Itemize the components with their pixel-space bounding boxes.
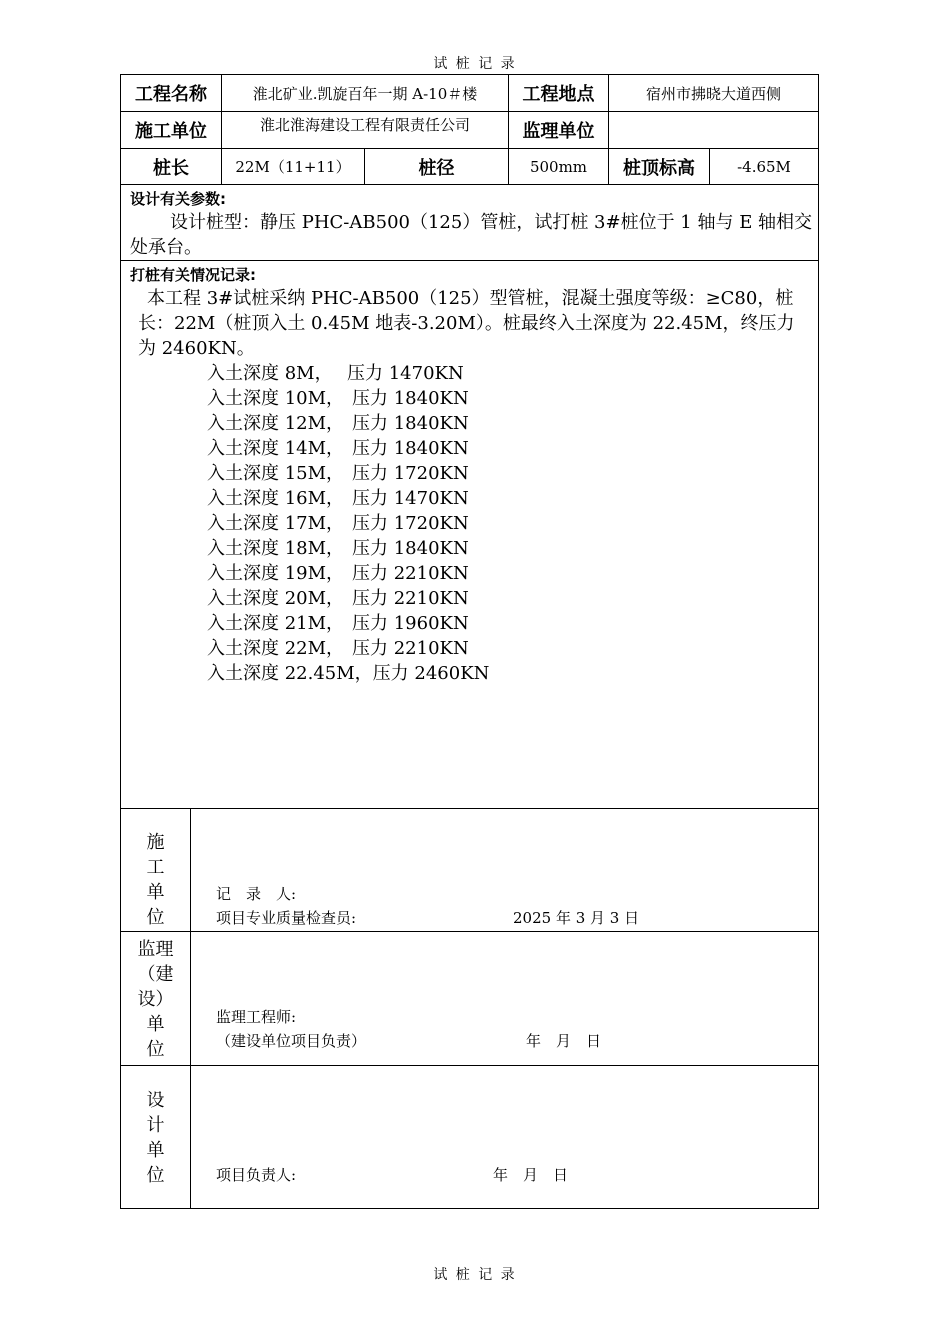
design-line-2: 处承台。 (130, 237, 202, 258)
project-name-label: 工程名称 (135, 84, 207, 105)
record-line-3: 为 2460KN。 (138, 338, 255, 359)
label-char: 设） (137, 989, 174, 1010)
supervisor-sign-label (121, 932, 190, 1065)
contractor-label: 施工单位 (135, 121, 207, 142)
project-location-value: 宿州市拂晓大道西侧 (645, 84, 781, 103)
record-line-2: 长：22M（桩顶入土 0.45M 地表-3.20M）。桩最终入土深度为 22.45M，终压力 (138, 313, 795, 334)
label-char: 计 (146, 1115, 165, 1136)
depth-entry: 入土深度 20M， (207, 588, 345, 609)
supervising-engineer-label: 监理工程师: (216, 1008, 297, 1026)
label-char: 单 (146, 1014, 165, 1035)
design-date: 年 月 日 (493, 1166, 569, 1184)
depth-entry: 入土深度 22M， (207, 638, 345, 659)
label-char: 位 (146, 907, 165, 928)
pile-diameter-label: 桩径 (418, 157, 455, 179)
depth-entry: 入土深度 16M， (207, 488, 345, 509)
depth-entry: 入土深度 15M， (207, 463, 345, 484)
label-char: 单 (146, 882, 165, 903)
depth-entry: 入土深度 8M， (207, 363, 333, 384)
final-depth-entry: 入土深度 22.45M，压力 2460KN (207, 663, 490, 684)
contractor-sign-label (121, 809, 190, 931)
quality-inspector-label: 项目专业质量检查员: (216, 909, 357, 927)
depth-entry: 入土深度 10M， (207, 388, 345, 409)
record-title: 打桩有关情况记录: (130, 266, 256, 284)
depth-entry: 入土深度 18M， (207, 538, 345, 559)
depth-entry: 入土深度 17M， (207, 513, 345, 534)
page-header: 试 桩 记 录 (433, 56, 517, 72)
design-line-1: 设计桩型：静压 PHC-AB500（125）管桩，试打桩 3#桩位于 1 轴与 E 轴相交 (170, 212, 813, 233)
label-char: 工 (146, 857, 165, 878)
depth-entry: 入土深度 14M， (207, 438, 345, 459)
project-head-label: 项目负责人: (216, 1166, 297, 1184)
pressure-entry: 压力 1720KN (352, 513, 469, 534)
label-char: 监理 (137, 939, 174, 960)
recorder-label: 记 录 人: (216, 885, 297, 903)
owner-project-lead-label: （建设单位项目负责） (216, 1032, 367, 1050)
project-name-value: 淮北矿业.凯旋百年一期 A-10＃楼 (252, 84, 478, 103)
pressure-entry: 压力 1470KN (352, 488, 469, 509)
pressure-entry: 压力 1470KN (347, 363, 464, 384)
pile-top-value: -4.65M (737, 157, 791, 176)
pile-top-label: 桩顶标高 (623, 157, 695, 179)
pressure-entry: 压力 2210KN (352, 638, 469, 659)
design-title: 设计有关参数: (130, 190, 226, 208)
pressure-entry: 压力 1960KN (352, 613, 469, 634)
record-line-1: 本工程 3#试桩采纳 PHC-AB500（125）型管桩，混凝土强度等级：≥C80，桩 (147, 288, 794, 309)
pressure-entry: 压力 1840KN (352, 538, 469, 559)
pile-diameter-value: 500mm (529, 157, 588, 176)
pressure-entry: 压力 1840KN (352, 438, 469, 459)
pressure-entry: 压力 1840KN (352, 413, 469, 434)
label-char: 位 (146, 1165, 165, 1186)
pressure-entry: 压力 2210KN (352, 563, 469, 584)
label-char: （建 (137, 964, 174, 985)
contractor-value: 淮北淮海建设工程有限责任公司 (259, 116, 470, 134)
pressure-entry: 压力 1840KN (352, 388, 469, 409)
depth-entry: 入土深度 21M， (207, 613, 345, 634)
contractor-date: 2025 年 3 月 3 日 (513, 909, 640, 927)
pile-length-value: 22M（11+11） (235, 158, 351, 176)
label-char: 单 (146, 1140, 165, 1161)
supervisor-label: 监理单位 (522, 121, 595, 142)
page-footer: 试 桩 记 录 (433, 1267, 517, 1283)
depth-entry: 入土深度 12M， (207, 413, 345, 434)
supervisor-value (609, 112, 818, 148)
project-location-label: 工程地点 (522, 84, 595, 105)
label-char: 位 (146, 1039, 165, 1060)
supervisor-date: 年 月 日 (526, 1032, 602, 1050)
label-char: 设 (146, 1090, 165, 1111)
design-sign-label (121, 1066, 190, 1208)
pressure-entry: 压力 1720KN (352, 463, 469, 484)
depth-entry: 入土深度 19M， (207, 563, 345, 584)
pressure-entry: 压力 2210KN (352, 588, 469, 609)
label-char: 施 (146, 832, 165, 853)
pile-length-label: 桩长 (153, 157, 189, 179)
